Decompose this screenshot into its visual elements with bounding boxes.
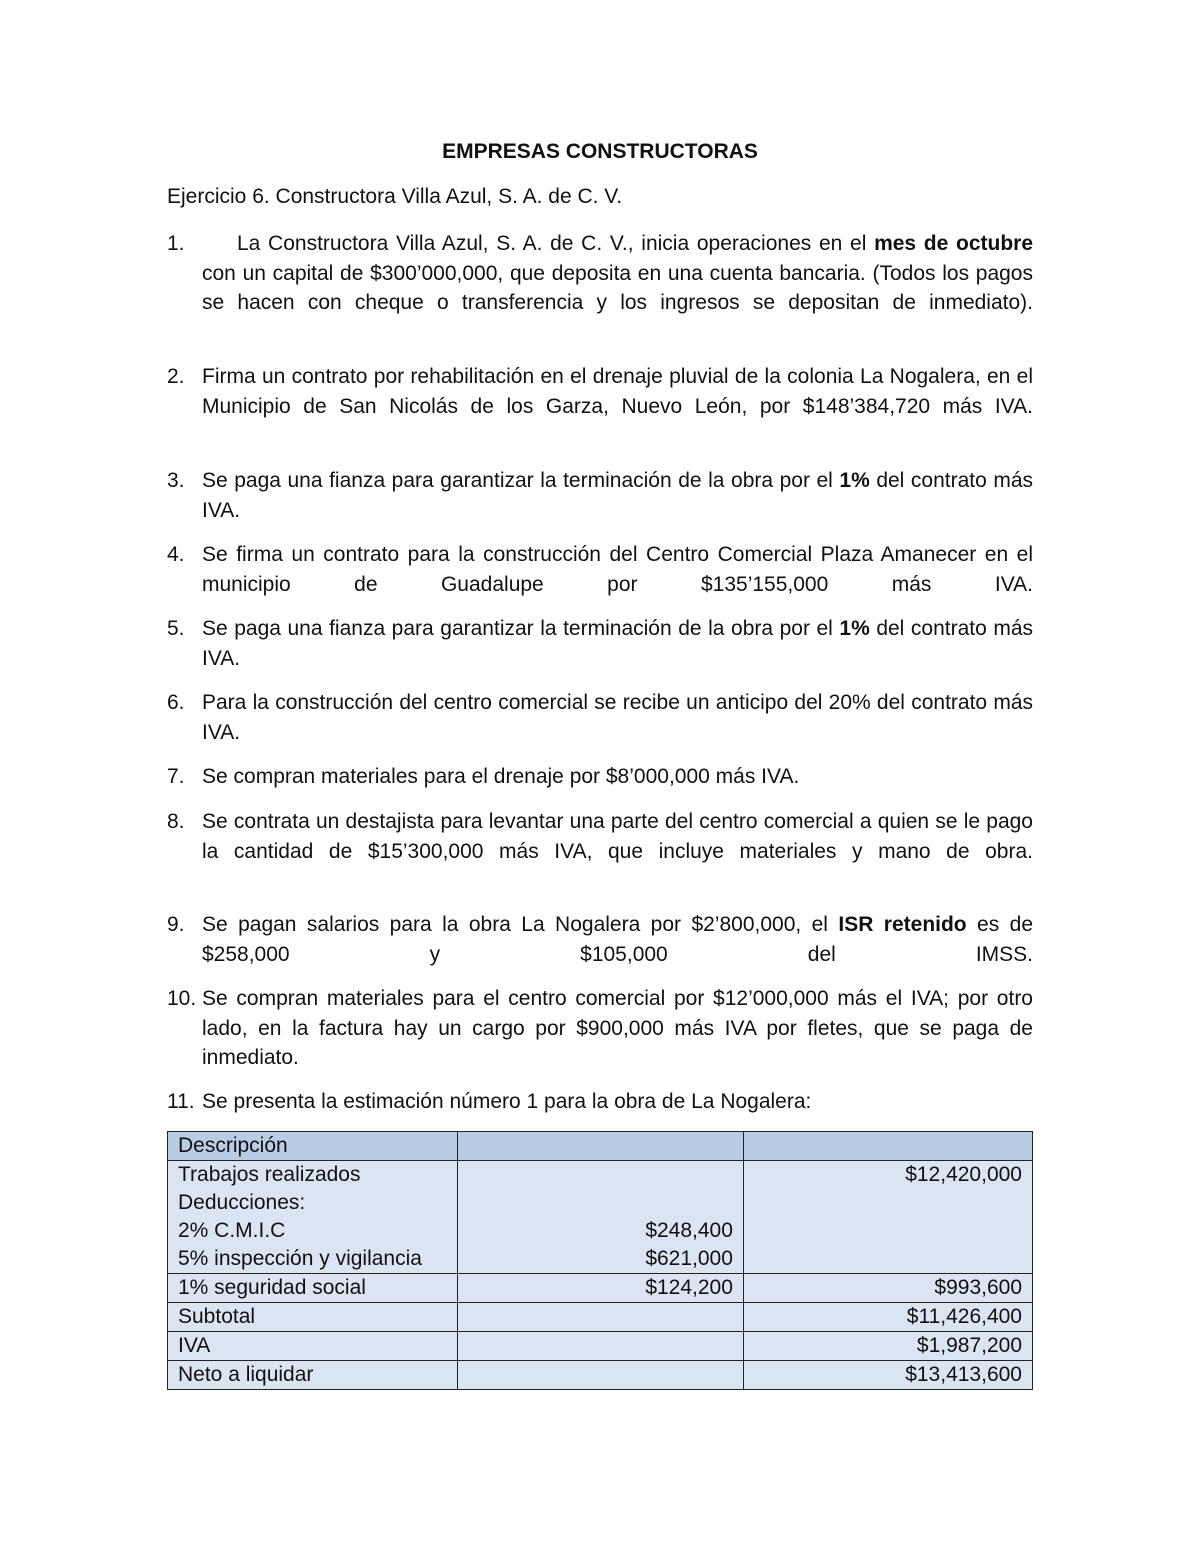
item-text <box>202 229 1033 347</box>
item-text-bold: 1% <box>839 617 870 640</box>
item-text: Para la construcción del centro comercial se recibe un anticipo del 20% del contrato más IVA. <box>202 691 1033 744</box>
item-number: 11. <box>167 1090 195 1113</box>
table-cell: IVA <box>168 1332 458 1361</box>
table-cell: Neto a liquidar <box>168 1361 458 1390</box>
item-text-bold: 1% <box>839 469 870 492</box>
table-header-cell: Descripción <box>168 1132 458 1161</box>
item-number: 5. <box>167 617 185 640</box>
list-item <box>167 984 1033 1102</box>
item-text-bold: mes de octubre <box>874 232 1033 255</box>
item-number: 8. <box>167 810 185 833</box>
item-text-part: La Constructora Villa Azul, S. A. de C. V., inicia operaciones en el <box>237 232 875 255</box>
table-row <box>168 1303 1033 1332</box>
item-text-part: es de $258,000 y $105,000 del IMSS. <box>202 913 1033 966</box>
table-header-cell <box>743 1132 1032 1161</box>
list-item <box>167 1087 1033 1117</box>
inspeccion-label: 5% inspección y vigilancia <box>178 1247 422 1270</box>
table-row <box>168 1274 1033 1303</box>
list-item <box>167 362 1033 451</box>
item-text-bold: ISR retenido <box>838 913 967 936</box>
item-text-part: con un capital de $300’000,000, que deposita en una cuenta bancaria. (Todos los pagos se hacen con cheque o transferencia y los ingresos se depositan de inmediato). <box>202 261 1033 314</box>
estimation-table <box>167 1131 1033 1390</box>
table-row <box>168 1332 1033 1361</box>
list-item <box>167 762 1033 792</box>
item-number: 6. <box>167 691 185 714</box>
item-number: 10. <box>167 987 197 1010</box>
item-text: Se presenta la estimación número 1 para la obra de La Nogalera: <box>202 1090 812 1113</box>
item-text: Se contrata un destajista para levantar una parte del centro comercial a quien se le pago la cantidad de $15’300,000 más IVA, que incluye materiales y mano de obra. <box>202 810 1033 863</box>
item-text-part: Se pagan salarios para la obra La Nogalera por $2’800,000, el <box>202 913 839 936</box>
item-number: 3. <box>167 469 185 492</box>
list-item <box>167 229 1033 347</box>
item-text: Se compran materiales para el drenaje por $8’000,000 más IVA. <box>202 765 800 788</box>
table-cell: $993,600 <box>743 1274 1032 1303</box>
table-cell: Subtotal <box>168 1303 458 1332</box>
item-text-part: del contrato más IVA. <box>202 617 1033 670</box>
cmic-label: 2% C.M.I.C <box>178 1219 286 1242</box>
table-cell: $11,426,400 <box>743 1303 1032 1332</box>
item-number: 7. <box>167 765 185 788</box>
item-text: Se firma un contrato para la construcción del Centro Comercial Plaza Amanecer en el municipio de Guadalupe por $135’155,000 más IVA. <box>202 543 1033 596</box>
item-text-part: Se paga una fianza para garantizar la terminación de la obra por el <box>202 617 840 640</box>
table-cell: 1% seguridad social <box>168 1274 458 1303</box>
table-cell: $124,200 <box>458 1274 744 1303</box>
table-cell: $13,413,600 <box>743 1361 1032 1390</box>
item-text-part: del contrato más IVA. <box>202 469 1033 522</box>
cmic-amount: $248,400 <box>645 1219 733 1242</box>
exercise-subtitle: Ejercicio 6. Constructora Villa Azul, S. A. de C. V. <box>167 185 623 208</box>
table-header-row <box>168 1132 1033 1161</box>
table-cell <box>458 1361 744 1390</box>
item-number: 9. <box>167 913 185 936</box>
list-item <box>167 807 1033 896</box>
item-number: 1. <box>167 232 185 255</box>
table-cell: $1,987,200 <box>743 1332 1032 1361</box>
table-cell <box>458 1303 744 1332</box>
table-cell <box>458 1332 744 1361</box>
document-title: EMPRESAS CONSTRUCTORAS <box>442 140 758 163</box>
deducciones-label: Deducciones: <box>178 1191 306 1214</box>
table-row <box>168 1161 1033 1274</box>
table-cell <box>168 1161 458 1274</box>
table-cell <box>458 1161 744 1274</box>
item-text: Se compran materiales para el centro comercial por $12’000,000 más el IVA; por otro lado, en la factura hay un cargo por $900,000 más IVA por fletes, que se paga de inmediato. <box>202 987 1033 1069</box>
item-text-part: Se paga una fianza para garantizar la terminación de la obra por el <box>202 469 840 492</box>
table-cell <box>743 1161 1032 1274</box>
item-number: 4. <box>167 543 185 566</box>
trabajos-label: Trabajos realizados <box>178 1163 361 1186</box>
trabajos-total: $12,420,000 <box>905 1163 1022 1186</box>
item-number: 2. <box>167 365 185 388</box>
item-text: Firma un contrato por rehabilitación en el drenaje pluvial de la colonia La Nogalera, en el Municipio de San Nicolás de los Garza, Nuevo León, por $148’384,720 más IVA. <box>202 365 1033 418</box>
inspeccion-amount: $621,000 <box>645 1247 733 1270</box>
table-header-cell <box>458 1132 744 1161</box>
table-row <box>168 1361 1033 1390</box>
